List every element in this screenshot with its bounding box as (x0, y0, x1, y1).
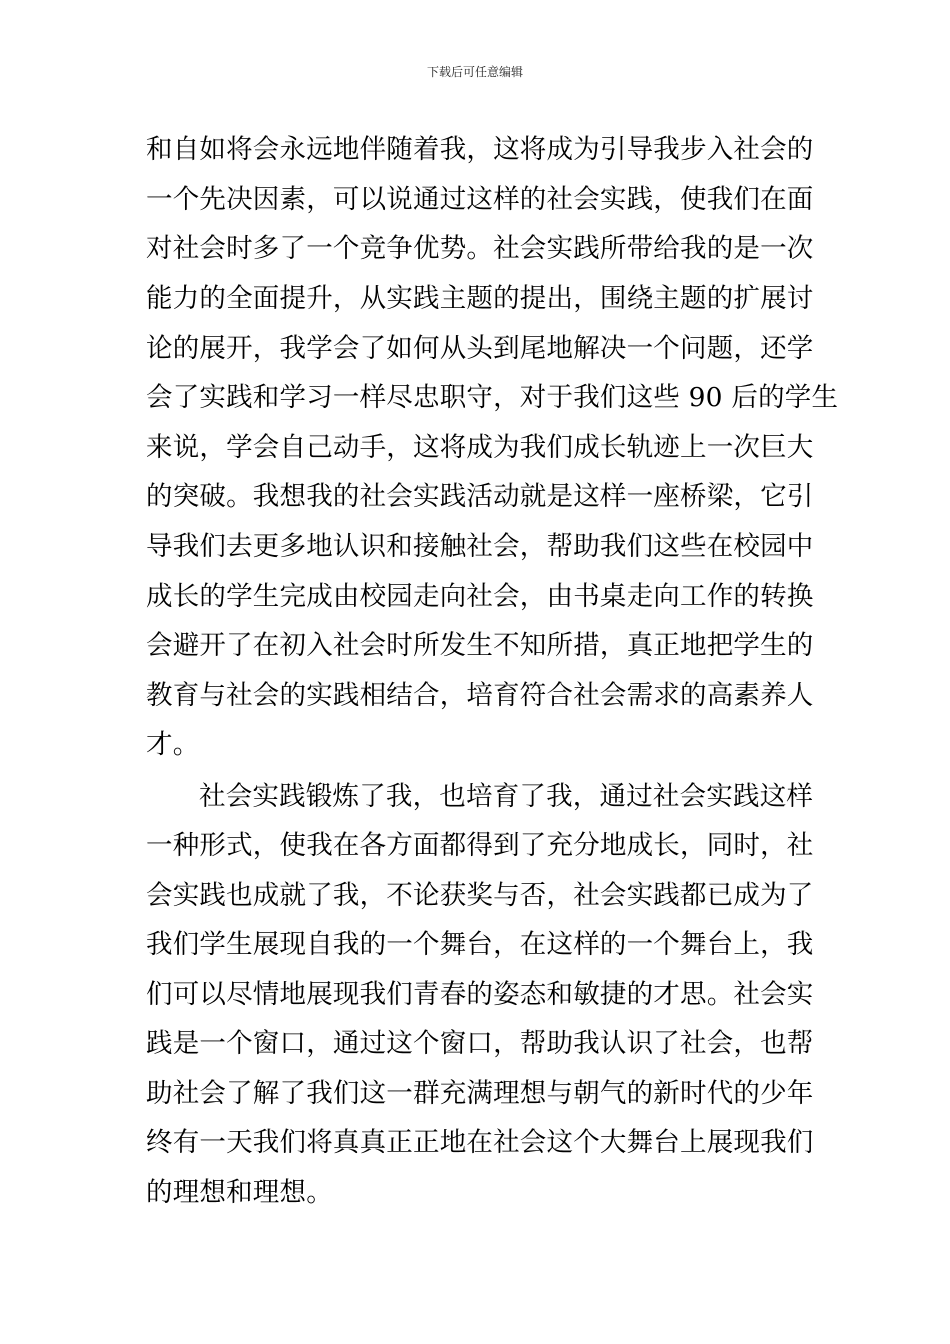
text-line: 会避开了在初入社会时所发生不知所措，真正地把学生的 (146, 630, 814, 661)
text-line: 践是一个窗口，通过这个窗口，帮助我认识了社会，也帮 (146, 1028, 814, 1059)
text-line: 助社会了解了我们这一群充满理想与朝气的新时代的少年 (146, 1078, 814, 1109)
text-line: 论的展开，我学会了如何从头到尾地解决一个问题，还学 (146, 333, 814, 364)
text-line: 会了实践和学习一样尽忠职守，对于我们这些 90 后的学生 (146, 382, 839, 413)
text-line: 会实践也成就了我，不论获奖与否，社会实践都已成为了 (146, 880, 814, 911)
text-line: 的理想和理想。 (146, 1177, 333, 1208)
text-line: 才。 (146, 729, 200, 760)
page-header: 下载后可任意编辑 (426, 65, 523, 79)
text-line: 们可以尽情地展现我们青春的姿态和敏捷的才思。社会实 (146, 979, 814, 1010)
text-line: 对社会时多了一个竞争优势。社会实践所带给我的是一次 (146, 233, 814, 264)
text-line: 终有一天我们将真真正正地在社会这个大舞台上展现我们 (146, 1127, 814, 1158)
text-line: 的突破。我想我的社会实践活动就是这样一座桥梁，它引 (146, 481, 814, 512)
text-line: 我们学生展现自我的一个舞台，在这样的一个舞台上，我 (146, 929, 814, 960)
text-line: 一种形式，使我在各方面都得到了充分地成长，同时，社 (146, 830, 814, 861)
text-line: 社会实践锻炼了我，也培育了我，通过社会实践这样 (199, 781, 814, 812)
text-line: 导我们去更多地认识和接触社会，帮助我们这些在校园中 (146, 531, 814, 562)
text-line: 教育与社会的实践相结合，培育符合社会需求的高素养人 (146, 680, 814, 711)
text-line: 能力的全面提升，从实践主题的提出，围绕主题的扩展讨 (146, 283, 814, 314)
text-line: 成长的学生完成由校园走向社会，由书桌走向工作的转换 (146, 581, 814, 612)
text-line: 一个先决因素，可以说通过这样的社会实践，使我们在面 (146, 184, 814, 215)
text-line: 和自如将会永远地伴随着我，这将成为引导我步入社会的 (146, 134, 814, 165)
text-line: 来说，学会自己动手，这将成为我们成长轨迹上一次巨大 (146, 432, 814, 463)
